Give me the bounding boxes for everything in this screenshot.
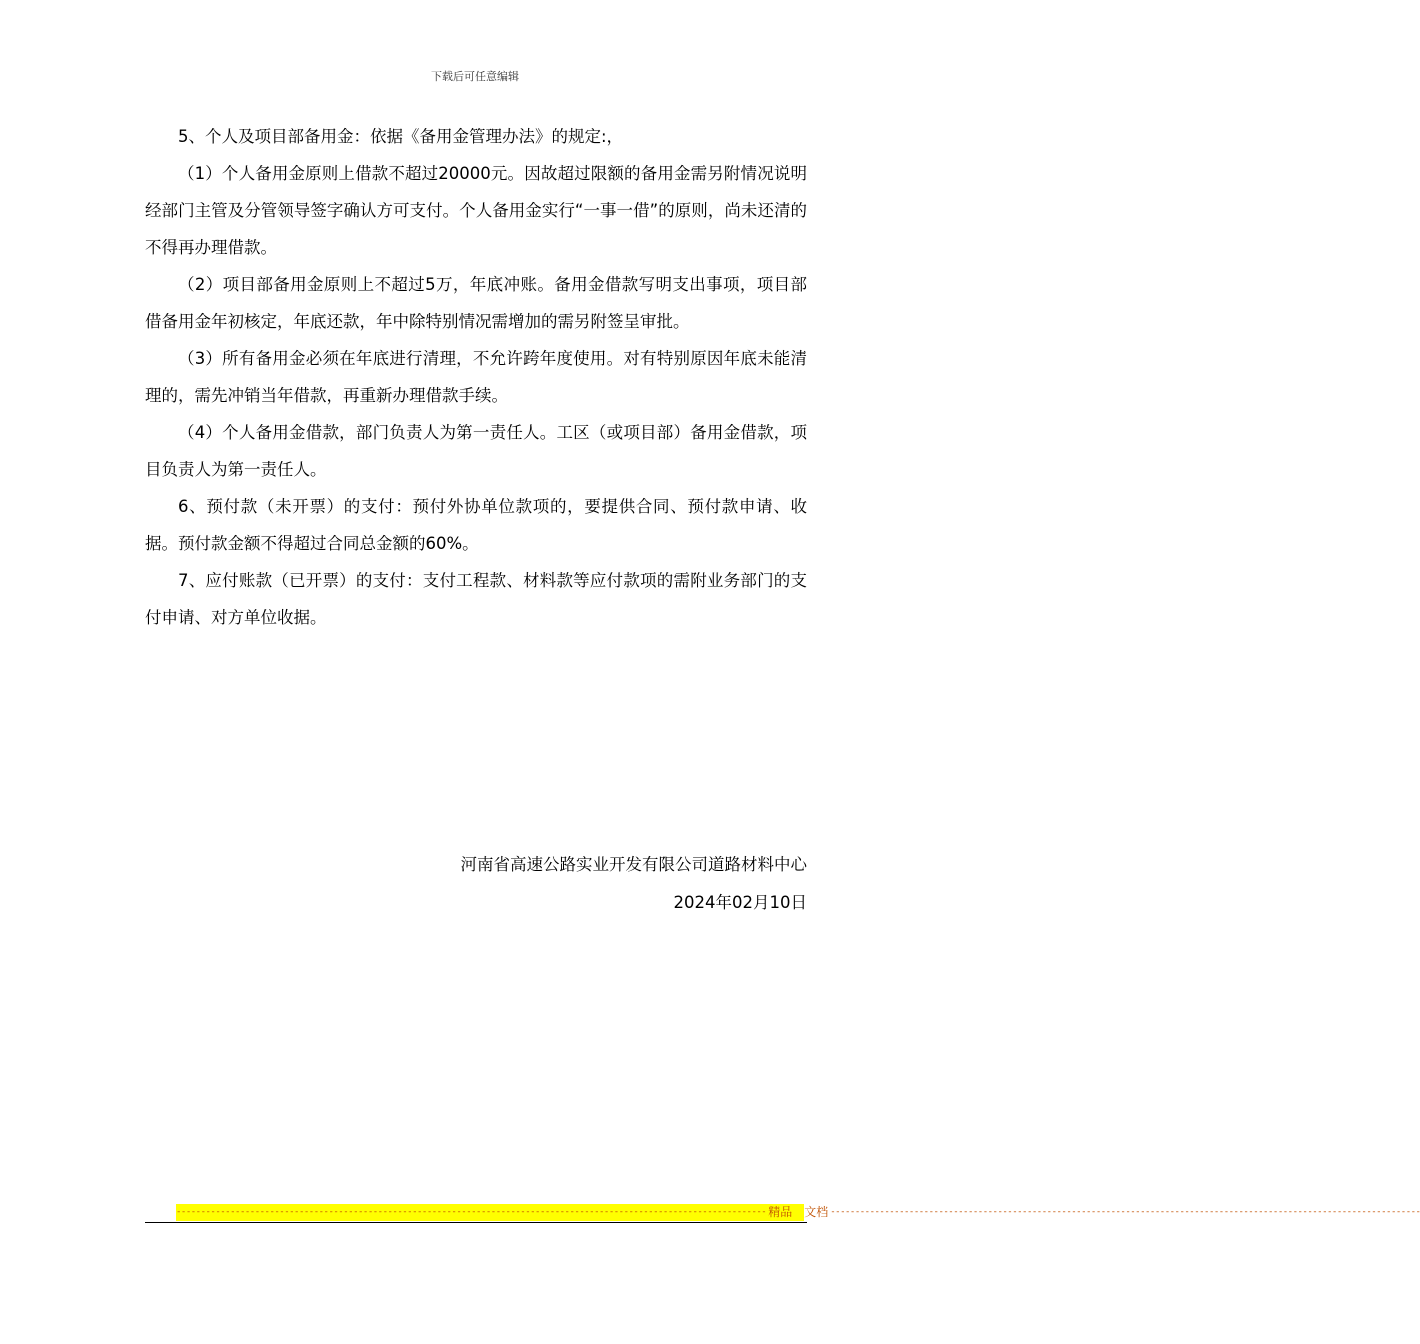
footer-label: 精品 文档 [768,1205,829,1219]
header-note: 下载后可任意编辑 [431,70,519,83]
paragraph-section-7: 7、应付账款（已开票）的支付：支付工程款、材料款等应付款项的需附业务部门的支付申请、对方单位收据。 [145,571,807,627]
footer-banner [176,1204,1420,1221]
footer-dashes-left: ------------------------------------------------------------------------------------------------------------------------ [176,1207,767,1217]
paragraph-item-3: （3）所有备用金必须在年底进行清理，不允许跨年度使用。对有特别原因年底未能清理的，需先冲销当年借款，再重新办理借款手续。 [145,349,807,405]
footer-dashes-right: ------------------------------------------------------------------------------------------------------------------------ [830,1207,1420,1217]
signature-date: 2024年02月10日 [673,893,807,912]
paragraph-section-6: 6、预付款（未开票）的支付：预付外协单位款项的，要提供合同、预付款申请、收据。预付款金额不得超过合同总金额的60%。 [145,497,807,553]
paragraph-item-4: （4）个人备用金借款，部门负责人为第一责任人。工区（或项目部）备用金借款，项目负责人为第一责任人。 [145,423,807,479]
signature-organization: 河南省高速公路实业开发有限公司道路材料中心 [460,855,807,874]
paragraph-item-1: （1）个人备用金原则上借款不超过20000元。因故超过限额的备用金需另附情况说明经部门主管及分管领导签字确认方可支付。个人备用金实行“一事一借”的原则，尚未还清的不得再办理借款。 [145,164,807,257]
footer-rule [145,1222,807,1223]
paragraph-item-2: （2）项目部备用金原则上不超过5万，年底冲账。备用金借款写明支出事项，项目部借备用金年初核定，年底还款，年中除特别情况需增加的需另附签呈审批。 [145,275,807,331]
document-body [145,118,807,636]
paragraph-section-5: 5、个人及项目部备用金：依据《备用金管理办法》的规定:， [178,127,624,146]
